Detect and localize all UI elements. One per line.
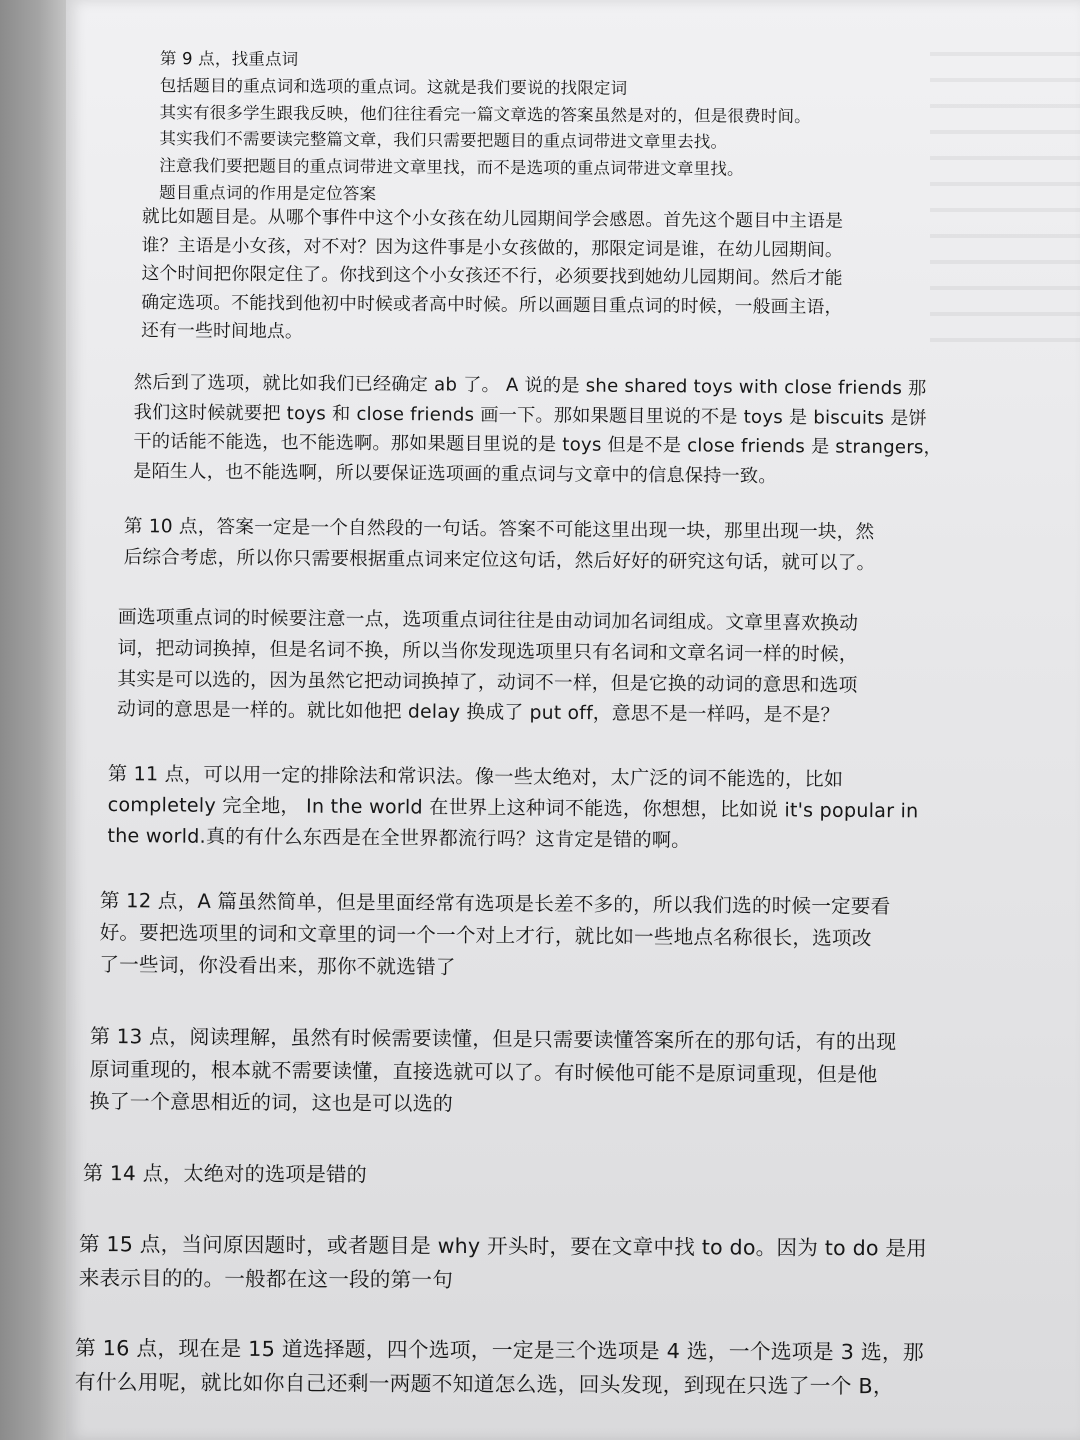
paragraph-verb-noun (117, 603, 968, 734)
text-line: 确定选项。不能找到他初中时候或者高中时候。所以画题目重点词的时候，一般画主语， (141, 291, 843, 318)
text-line: 来表示目的的。一般都在这一段的第一句 (78, 1265, 454, 1292)
paragraph-point-11 (107, 758, 978, 858)
text-line: 其实有很多学生跟我反映，他们往往看完一篇文章选的答案虽然是对的，但是很费时间。 (159, 102, 811, 126)
text-line: 第 15 点，当问原因题时，或者题目是 why 开头时，要在文章中找 to do。因为 to do 是用 (78, 1232, 928, 1261)
paragraph-point-9-example (141, 203, 952, 352)
paragraph-point-10 (124, 512, 974, 580)
text-line: 第 9 点，找重点词 (159, 48, 299, 69)
text-line: 第 11 点，可以用一定的排除法和常识法。像一些太绝对，太广泛的词不能选的，比如 (107, 761, 844, 791)
text-line: 其实我们不需要读完整篇文章，我们只需要把题目的重点词带进文章里去找。 (159, 129, 728, 152)
text-line: 画选项重点词的时候要注意一点，选项重点词往往是由动词加名词组成。文章里喜欢换动 (117, 606, 859, 635)
text-line: 词，把动词换掉，但是名词不换，所以当你发现选项里只有名词和文章名词一样的时候， (117, 637, 858, 666)
text-line: 第 14 点，太绝对的选项是错的 (82, 1161, 367, 1187)
text-line: 然后到了选项，就比如我们已经确定 ab 了。 A 说的是 she shared toys with close friends 那 (133, 371, 927, 400)
text-line: 第 12 点，A 篇虽然简单，但是里面经常有选项是长差不多的，所以我们选的时候一定要看 (99, 888, 891, 919)
text-line: 了一些词，你没看出来，那你不就选错了 (99, 952, 456, 979)
paragraph-options (133, 368, 954, 493)
text-line: 后综合考虑，所以你只需要根据重点词来定位这句话，然后好好的研究这句话，就可以了。 (123, 546, 876, 574)
text-line: 其实是可以选的，因为虽然它把动词换掉了，动词不一样，但是它换的动词的意思和选项 (117, 668, 858, 697)
text-line: 原词重现的，根本就不需要读懂，直接选就可以了。有时候他可能不是原词重现，但是他 (89, 1056, 878, 1086)
paragraph-point-16 (75, 1331, 995, 1404)
text-line: 第 13 点，阅读理解，虽然有时候需要读懂，但是只需要读懂答案所在的那句话，有的出现 (89, 1023, 897, 1054)
paragraph-point-12 (99, 885, 980, 988)
text-line: 谁？主语是小女孩，对不对？因为这件事是小女孩做的，那限定词是谁，在幼儿园期间。 (141, 234, 844, 261)
text-line: 第 10 点，答案一定是一个自然段的一句话。答案不可能这里出现一块，那里出现一块，然 (123, 515, 875, 543)
text-line: 第 16 点，现在是 15 道选择题，四个选项，一定是三个选项是 4 选，一个选项是 3 选，那 (74, 1335, 924, 1365)
text-line: 还有一些时间地点。 (141, 320, 304, 343)
text-line: 我们这时候就要把 toys 和 close friends 画一下。那如果题目里说的不是 toys 是 biscuits 是饼 (133, 401, 927, 429)
text-line: the world.真的有什么东西是在全世界都流行吗？这肯定是错的啊。 (107, 824, 691, 852)
text-line: 就比如题目是。从哪个事件中这个小女孩在幼儿园期间学会感恩。首先这个题目中主语是 (141, 205, 844, 232)
text-line: 这个时间把你限定住了。你找到这个小女孩还不行，必须要找到她幼儿园期间。然后才能 (141, 263, 843, 290)
text-line: 题目重点词的作用是定位答案 (159, 182, 377, 204)
text-line: 注意我们要把题目的重点词带进文章里找，而不是选项的重点词带进文章里找。 (159, 156, 744, 179)
paragraph-point-14 (83, 1157, 983, 1195)
text-line: 动词的意思是一样的。就比如他把 delay 换成了 put off，意思不是一样吗，是不是？ (116, 699, 840, 727)
text-line: completely 完全地， In the world 在世界上这种词不能选，你想想，比如说 it's popular in (107, 793, 919, 823)
text-line: 换了一个意思相近的词，这也是可以选的 (89, 1088, 454, 1116)
paragraph-point-15 (79, 1228, 989, 1300)
paragraph-point-9 (159, 46, 940, 212)
text-line: 有什么用呢，就比如你自己还剩一两题不知道怎么选，回头发现，到现在只选了一个 B， (74, 1369, 894, 1399)
text-line: 干的话能不能选，也不能选啊。那如果题目里说的是 toys 但是不是 close friends 是 strangers， (133, 431, 943, 459)
paragraph-point-13 (89, 1020, 990, 1124)
text-line: 包括题目的重点词和选项的重点词。这就是我们要说的找限定词 (159, 75, 628, 98)
text-line: 好。要把选项里的词和文章里的词一个一个对上才行，就比如一些地点名称很长，选项改 (99, 920, 872, 951)
text-line: 是陌生人，也不能选啊，所以要保证选项画的重点词与文章中的信息保持一致。 (133, 460, 777, 487)
